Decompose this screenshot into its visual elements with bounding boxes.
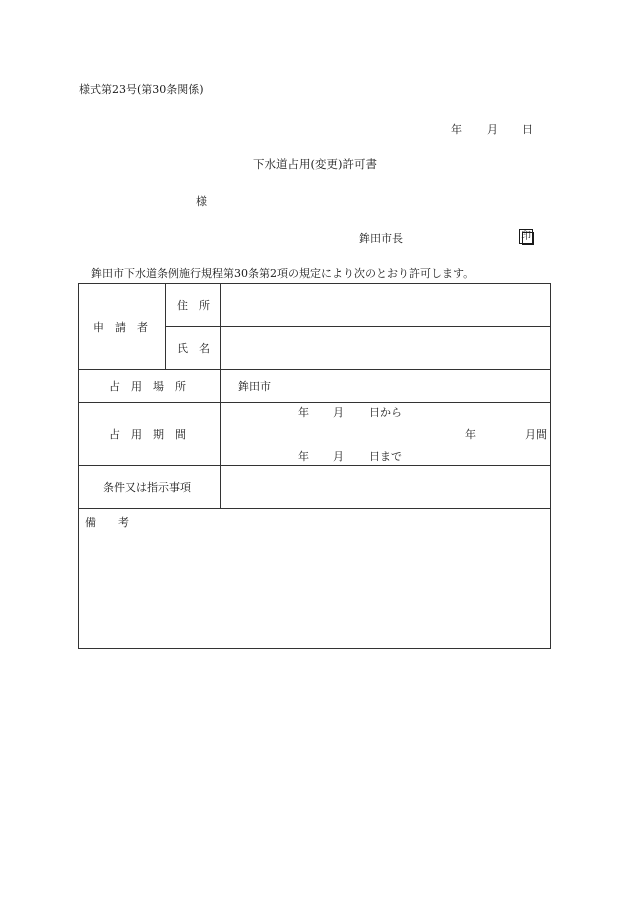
- remarks-field[interactable]: [85, 534, 543, 639]
- period-from-year: 年: [298, 406, 309, 419]
- period-total-month: 月間: [525, 428, 547, 441]
- date-day: 日: [522, 123, 533, 136]
- period-label: 占 用 期 間: [109, 428, 186, 441]
- location-label: 占 用 場 所: [109, 380, 186, 393]
- seal-mark: [519, 229, 533, 244]
- seal-label: 印: [521, 231, 531, 242]
- period-from-month: 月: [333, 406, 344, 419]
- address-label: 住 所: [177, 299, 210, 312]
- row-divider-location: [79, 402, 551, 403]
- address-field[interactable]: [226, 300, 546, 314]
- period-total-year: 年: [465, 428, 476, 441]
- applicant-label: 申 請 者: [93, 321, 148, 334]
- issuer-name: 鉾田市長: [359, 232, 403, 245]
- date-month: 月: [487, 123, 498, 136]
- period-from-day: 日から: [369, 406, 402, 419]
- row-divider-applicant: [79, 369, 551, 370]
- conditions-label: 条件又は指示事項: [103, 481, 191, 494]
- location-value: 鉾田市: [238, 380, 271, 393]
- period-to-month: 月: [333, 450, 344, 463]
- col-divider-applicant: [165, 284, 166, 369]
- period-to-year: 年: [298, 450, 309, 463]
- document-title: 下水道占用(変更)許可書: [253, 157, 377, 171]
- name-label: 氏 名: [177, 342, 210, 355]
- date-year: 年: [451, 123, 462, 136]
- row-divider-conditions: [79, 508, 551, 509]
- addressee-suffix: 様: [196, 195, 207, 208]
- permit-table: [78, 283, 551, 649]
- row-divider-period: [79, 465, 551, 466]
- body-text: 鉾田市下水道条例施行規程第30条第2項の規定により次のとおり許可します。: [91, 267, 475, 280]
- period-to-day: 日まで: [369, 450, 402, 463]
- conditions-field[interactable]: [226, 482, 546, 496]
- row-divider-address: [165, 326, 551, 327]
- name-field[interactable]: [226, 343, 546, 357]
- form-number: 様式第23号(第30条関係): [79, 83, 204, 96]
- col-divider-values: [220, 284, 221, 508]
- remarks-label: 備 考: [85, 516, 129, 529]
